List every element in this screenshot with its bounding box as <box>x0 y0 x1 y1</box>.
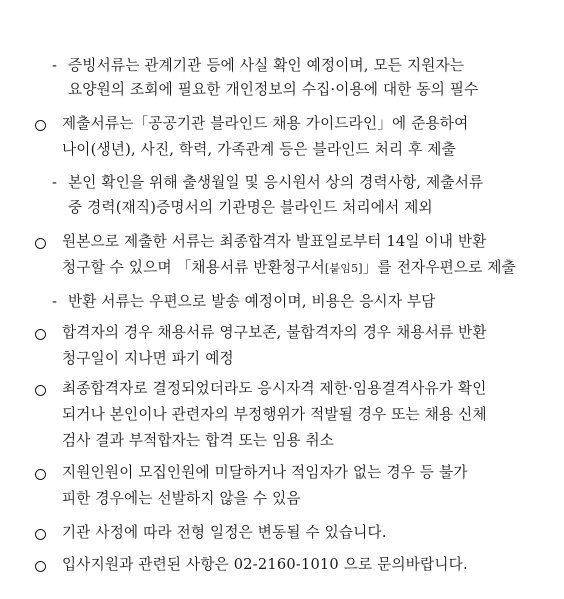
circle-bullet-icon <box>35 561 46 572</box>
note-line: 나이(생년), 사진, 학력, 가족관계 등은 블라인드 처리 후 제출 <box>62 141 456 158</box>
note-text: 청구할 수 있으며 「채용서류 반환청구서 <box>62 259 325 276</box>
note-line: 제출서류는「공공기관 블라인드 채용 가이드라인」에 준용하여 <box>62 115 469 132</box>
note-line: 입사지원과 관련된 사항은 02-2160-1010 으로 문의바랍니다. <box>62 556 468 573</box>
dash-marker: - <box>52 293 57 310</box>
note-line: 반환 서류는 우편으로 발송 예정이며, 비용은 응시자 부담 <box>68 293 436 310</box>
note-line: 최종합격자로 결정되었더라도 응시자격 제한·임용결격사유가 확인 <box>62 380 487 397</box>
note-line: 합격자의 경우 채용서류 영구보존, 불합격자의 경우 채용서류 반환 <box>62 324 487 341</box>
note-line <box>62 258 516 279</box>
circle-bullet-icon <box>35 385 46 396</box>
note-line: 중 경력(재직)증명서의 기관명은 블라인드 처리에서 제외 <box>68 199 433 216</box>
note-line: 증빙서류는 관계기관 등에 사실 확인 예정이며, 모든 지원자는 <box>68 57 465 74</box>
circle-bullet-icon <box>35 120 46 131</box>
circle-bullet-icon <box>35 238 46 249</box>
note-line: 기관 사정에 따라 전형 일정은 변동될 수 있습니다. <box>62 524 387 541</box>
dash-marker: - <box>52 57 57 74</box>
note-line: 청구일이 지나면 파기 예정 <box>62 350 234 367</box>
note-line: 본인 확인을 위해 출생월일 및 응시원서 상의 경력사항, 제출서류 <box>68 174 484 191</box>
attachment-reference: [붙임5] <box>324 262 363 275</box>
note-line: 지원인원이 모집인원에 미달하거나 적임자가 없는 경우 등 불가 <box>62 464 468 481</box>
note-text: 」를 전자우편으로 제출 <box>362 259 516 276</box>
note-line: 원본으로 제출한 서류는 최종합격자 발표일로부터 14일 이내 반환 <box>62 233 487 250</box>
circle-bullet-icon <box>35 329 46 340</box>
dash-marker: - <box>52 174 57 191</box>
note-line: 되거나 본인이나 관련자의 부정행위가 적발될 경우 또는 채용 신체 <box>62 406 487 423</box>
note-line: 검사 결과 부적합자는 합격 또는 임용 취소 <box>62 432 335 449</box>
note-line: 요양원의 조회에 필요한 개인정보의 수집·이용에 대한 동의 필수 <box>68 81 479 98</box>
circle-bullet-icon <box>35 469 46 480</box>
note-line: 피한 경우에는 선발하지 않을 수 있음 <box>62 490 301 507</box>
circle-bullet-icon <box>35 529 46 540</box>
